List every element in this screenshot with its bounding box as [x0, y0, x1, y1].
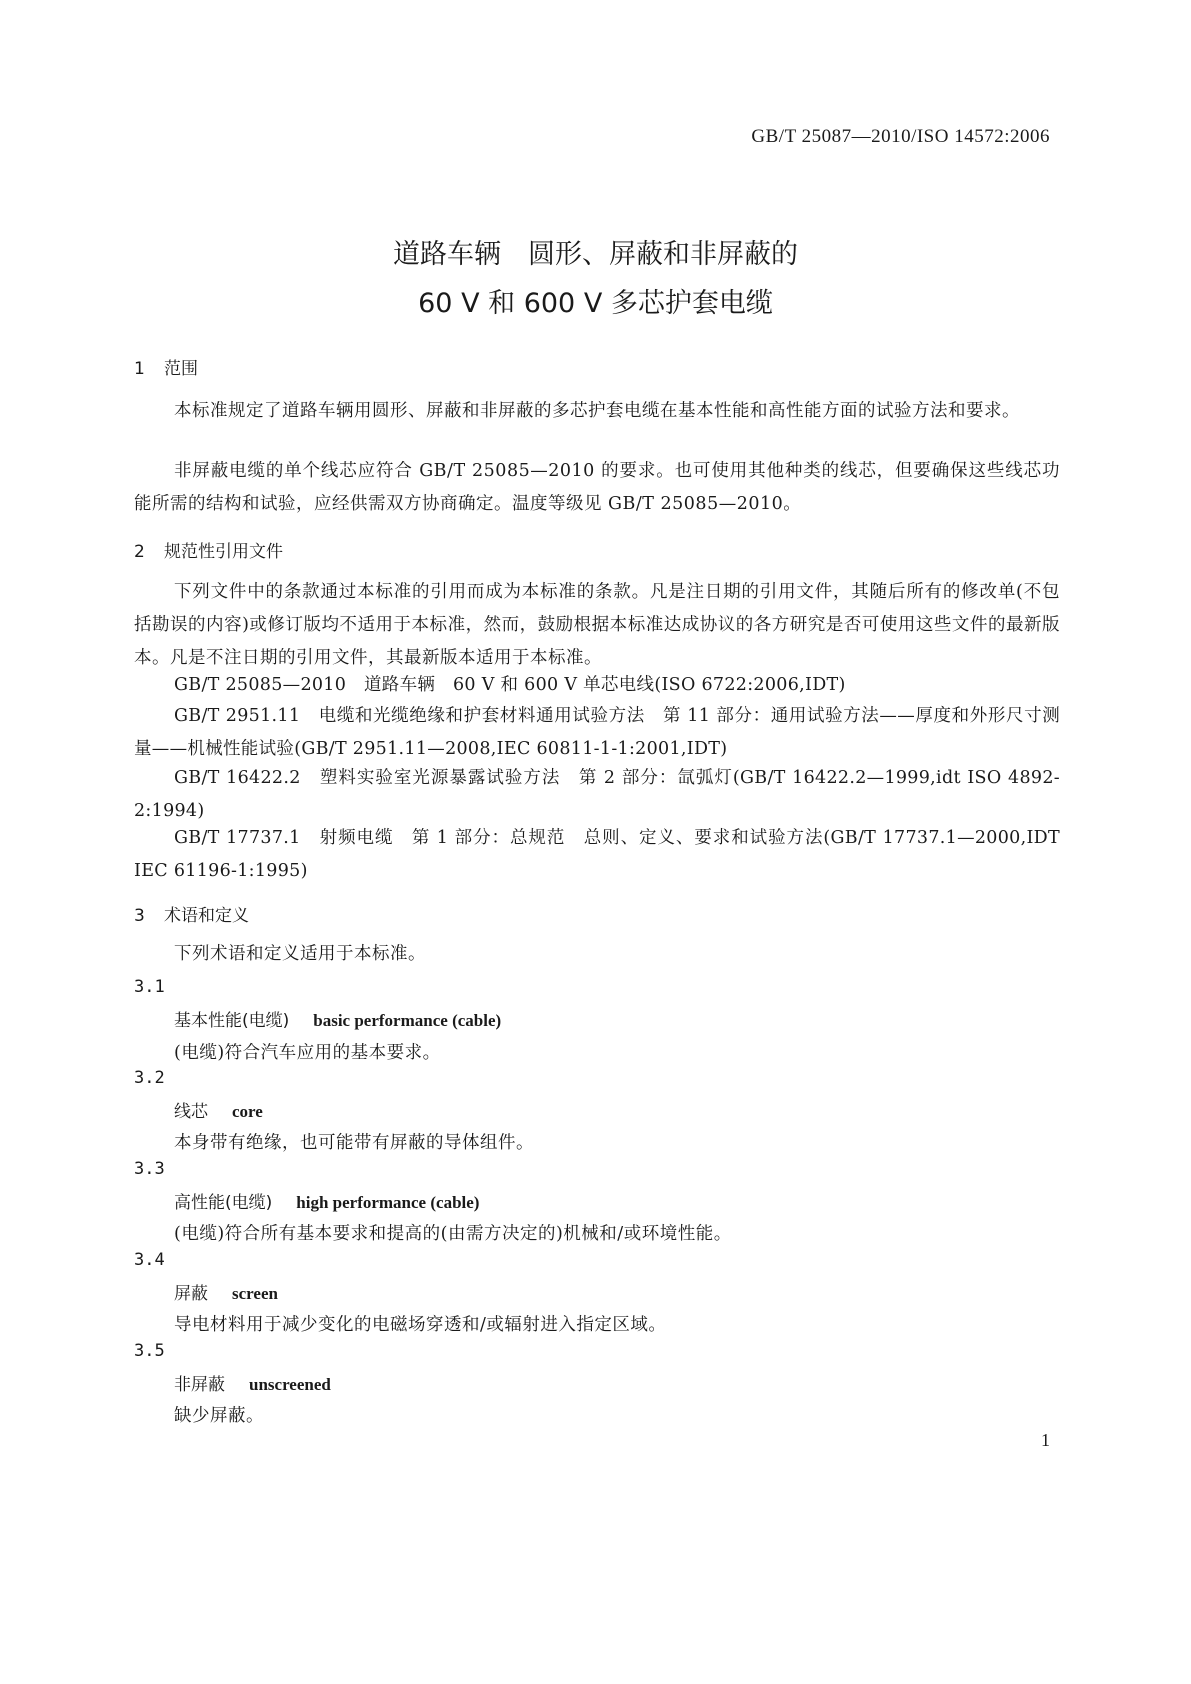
section-title: 范围	[164, 359, 198, 379]
subclause-number: 3.4	[134, 1250, 165, 1270]
term-en: screen	[232, 1284, 278, 1303]
section-heading	[134, 537, 283, 562]
term-zh: 高性能(电缆)	[174, 1193, 273, 1213]
reference-entry: GB/T 2951.11 电缆和光缆绝缘和护套材料通用试验方法 第 11 部分：通用试验方法——厚度和外形尺寸测量——机械性能试验(GB/T 2951.11—2008,IEC 60811-1-1:2001,IDT)	[134, 706, 1060, 759]
term-definition: 本身带有绝缘，也可能带有屏蔽的导体组件。	[174, 1133, 534, 1153]
paragraph: 下列文件中的条款通过本标准的引用而成为本标准的条款。凡是注日期的引用文件，其随后所有的修改单(不包括勘误的内容)或修订版均不适用于本标准，然而，鼓励根据本标准达成协议的各方研究是否可使用这些文件的最新版本。凡是不注日期的引用文件，其最新版本适用于本标准。	[134, 582, 1060, 668]
paragraph: 本标准规定了道路车辆用圆形、屏蔽和非屏蔽的多芯护套电缆在基本性能和高性能方面的试验方法和要求。	[174, 401, 1020, 421]
term-entry	[174, 1279, 278, 1304]
term-definition: (电缆)符合汽车应用的基本要求。	[174, 1043, 441, 1063]
term-definition: (电缆)符合所有基本要求和提高的(由需方决定的)机械和/或环境性能。	[174, 1224, 732, 1244]
section-heading	[134, 901, 249, 926]
term-zh: 非屏蔽	[174, 1375, 225, 1395]
reference-entry: GB/T 17737.1 射频电缆 第 1 部分：总规范 总则、定义、要求和试验方法(GB/T 17737.1—2000,IDT IEC 61196-1:1995)	[134, 828, 1060, 881]
term-definition: 导电材料用于减少变化的电磁场穿透和/或辐射进入指定区域。	[174, 1315, 667, 1335]
document-title-line1: 道路车辆 圆形、屏蔽和非屏蔽的	[393, 239, 798, 270]
section-number: 2	[134, 542, 145, 562]
document-title-line2: 60 V 和 600 V 多芯护套电缆	[418, 288, 773, 319]
term-entry	[174, 1188, 479, 1213]
term-en: high performance (cable)	[296, 1193, 480, 1212]
term-en: core	[232, 1102, 263, 1121]
term-zh: 屏蔽	[174, 1284, 208, 1304]
section-title: 规范性引用文件	[164, 542, 283, 562]
reference-entry: GB/T 25085—2010 道路车辆 60 V 和 600 V 单芯电线(ISO 6722:2006,IDT)	[174, 675, 846, 695]
term-entry	[174, 1006, 501, 1031]
paragraph: 下列术语和定义适用于本标准。	[174, 944, 426, 964]
term-en: unscreened	[249, 1375, 331, 1394]
subclause-number: 3.5	[134, 1341, 165, 1361]
reference-entry: GB/T 16422.2 塑料实验室光源暴露试验方法 第 2 部分：氙弧灯(GB/T 16422.2—1999,idt ISO 4892-2:1994)	[134, 768, 1060, 821]
term-zh: 基本性能(电缆)	[174, 1011, 290, 1031]
subclause-number: 3.1	[134, 977, 165, 997]
paragraph: 非屏蔽电缆的单个线芯应符合 GB/T 25085—2010 的要求。也可使用其他种类的线芯，但要确保这些线芯功能所需的结构和试验，应经供需双方协商确定。温度等级见 GB/T 25085—2010。	[134, 461, 1060, 514]
section-number: 3	[134, 906, 145, 926]
page-number: 1	[1041, 1430, 1050, 1450]
term-entry	[174, 1097, 263, 1122]
section-number: 1	[134, 359, 145, 379]
term-en: basic performance (cable)	[313, 1011, 502, 1030]
term-entry	[174, 1370, 331, 1395]
term-zh: 线芯	[174, 1102, 208, 1122]
subclause-number: 3.3	[134, 1159, 165, 1179]
standard-number: GB/T 25087—2010/ISO 14572:2006	[751, 126, 1050, 147]
section-heading	[134, 354, 198, 379]
section-title: 术语和定义	[164, 906, 249, 926]
subclause-number: 3.2	[134, 1068, 165, 1088]
term-definition: 缺少屏蔽。	[174, 1406, 264, 1426]
